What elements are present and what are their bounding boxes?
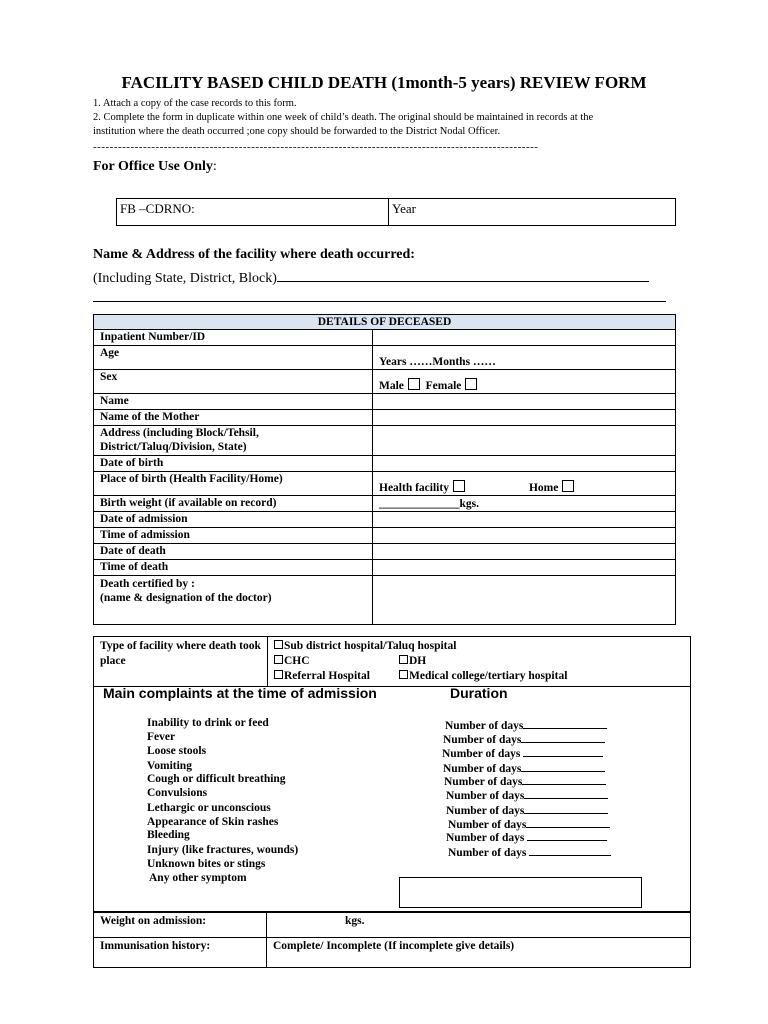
days-label: Number of days [445,720,524,732]
health-facility-label: Health facility [379,482,449,494]
days-label: Number of days [448,847,527,859]
dob-label: Date of birth [94,456,373,472]
dob-field[interactable] [373,456,676,472]
days-label: Number of days [444,776,523,788]
symptom-item: Loose stools [147,745,207,757]
office-use-colon: : [212,159,217,174]
male-label: Male [379,380,404,392]
dh-checkbox[interactable] [399,655,408,664]
days-label: Number of days [448,819,527,831]
birth-weight-label: Birth weight (if available on record) [94,496,373,512]
death-date-field[interactable] [373,544,676,560]
year-field[interactable] [389,199,675,225]
office-use-text: For Office Use Only [93,159,213,174]
cdr-number-label: FB –CDRNO: [120,201,195,216]
facility-address-line [93,267,649,287]
symptom-item: Fever [147,731,176,743]
days-field[interactable] [446,829,607,844]
certified-by-line2: (name & designation of the doctor) [100,592,272,604]
days-label: Number of days [446,832,525,844]
weight-immunisation-table [93,912,691,968]
name-label: Name [94,394,373,410]
admission-date-label: Date of admission [94,512,373,528]
symptom-item: Cough or difficult breathing [147,773,286,785]
dh-label: DH [409,655,427,667]
facility-address-input[interactable] [277,267,649,282]
form-title: FACILITY BASED CHILD DEATH (1month-5 years) REVIEW FORM [121,73,647,92]
sdh-checkbox[interactable] [274,640,283,649]
address-field[interactable] [373,426,676,456]
female-checkbox[interactable] [465,378,477,390]
sex-field [373,370,676,394]
deceased-header: DETAILS OF DECEASED [94,315,676,330]
referral-checkbox[interactable] [274,670,283,679]
pob-label: Place of birth (Health Facility/Home) [94,472,373,496]
health-facility-checkbox[interactable] [453,480,465,492]
symptom-item: Vomiting [147,760,192,772]
instruction-2: 2. Complete the form in duplicate within one week of child’s death. The original should be maintained in records at the [93,112,594,123]
cdr-number-field[interactable] [117,199,389,225]
death-date-label: Date of death [94,544,373,560]
immunisation-field[interactable]: Complete/ Incomplete (If incomplete give details) [267,938,691,968]
days-label: Number of days [446,805,525,817]
certified-by-field[interactable] [373,576,676,625]
days-field[interactable] [446,787,608,802]
weight-field[interactable]: kgs. [267,913,691,938]
duration-heading: Duration [450,685,508,701]
office-use-label [93,159,217,175]
sex-label: Sex [94,370,373,394]
symptom-item: Bleeding [147,829,190,841]
female-label: Female [425,380,462,392]
days-label: Number of days [442,748,521,760]
facility-type-options [268,637,691,687]
admission-date-field[interactable] [373,512,676,528]
other-symptom-input[interactable] [399,877,642,908]
certified-by-line1: Death certified by : [100,578,195,590]
symptom-item: Injury (like fractures, wounds) [147,844,299,856]
symptom-item: Inability to drink or feed [147,717,269,729]
inpatient-field[interactable] [373,330,676,346]
chc-label: CHC [284,655,310,667]
days-label: Number of days [446,790,525,802]
days-field[interactable] [446,802,608,817]
instruction-1: 1. Attach a copy of the case records to this form. [93,98,297,109]
days-field[interactable] [445,717,607,732]
referral-label: Referral Hospital [284,670,370,682]
deceased-details-table [93,314,676,625]
weight-label: Weight on admission: [94,913,267,938]
days-label: Number of days [443,734,522,746]
days-field[interactable] [444,773,606,788]
instruction-3: institution where the death occurred ;one copy should be forwarded to the District Nodal Officer. [93,126,501,137]
complaints-heading: Main complaints at the time of admission [103,685,377,701]
facility-heading: Name & Address of the facility where death occurred: [93,247,415,262]
immunisation-label: Immunisation history: [94,938,267,968]
death-time-label: Time of death [94,560,373,576]
symptom-item: Any other symptom [149,872,247,884]
pob-field [373,472,676,496]
name-field[interactable] [373,394,676,410]
symptom-item: Unknown bites or stings [147,858,266,870]
medical-college-label: Medical college/tertiary hospital [409,670,568,682]
address-label: Address (including Block/Tehsil, District/Taluq/Division, State) [94,426,373,456]
facility-address-input-2[interactable] [93,301,666,302]
home-checkbox[interactable] [562,480,574,492]
days-field[interactable] [443,731,605,746]
admission-time-label: Time of admission [94,528,373,544]
death-time-field[interactable] [373,560,676,576]
mother-name-label: Name of the Mother [94,410,373,426]
chc-checkbox[interactable] [274,655,283,664]
cdr-number-box [116,198,676,226]
facility-type-label: Type of facility where death took place [94,637,268,687]
medical-college-checkbox[interactable] [399,670,408,679]
home-label: Home [528,482,559,494]
certified-by-label [94,576,373,625]
sdh-label: Sub district hospital/Taluq hospital [284,640,457,652]
symptom-item: Appearance of Skin rashes [147,816,279,828]
symptom-item: Lethargic or unconscious [147,802,271,814]
male-checkbox[interactable] [408,378,420,390]
dashed-divider: ----------------------------------------------------------------------------------------------------------- [93,141,539,153]
age-field[interactable]: Years ……Months …… [373,346,676,370]
age-label: Age [94,346,373,370]
days-field[interactable] [448,844,611,859]
year-label: Year [392,201,416,216]
symptom-item: Convulsions [147,787,208,799]
days-field[interactable] [442,745,603,760]
mother-name-field[interactable] [373,410,676,426]
birth-weight-field[interactable]: ______________kgs. [373,496,676,512]
facility-type-table [93,636,691,687]
days-label: Number of days [443,763,522,775]
facility-address-label: (Including State, District, Block) [93,271,277,286]
inpatient-label: Inpatient Number/ID [94,330,373,346]
admission-time-field[interactable] [373,528,676,544]
